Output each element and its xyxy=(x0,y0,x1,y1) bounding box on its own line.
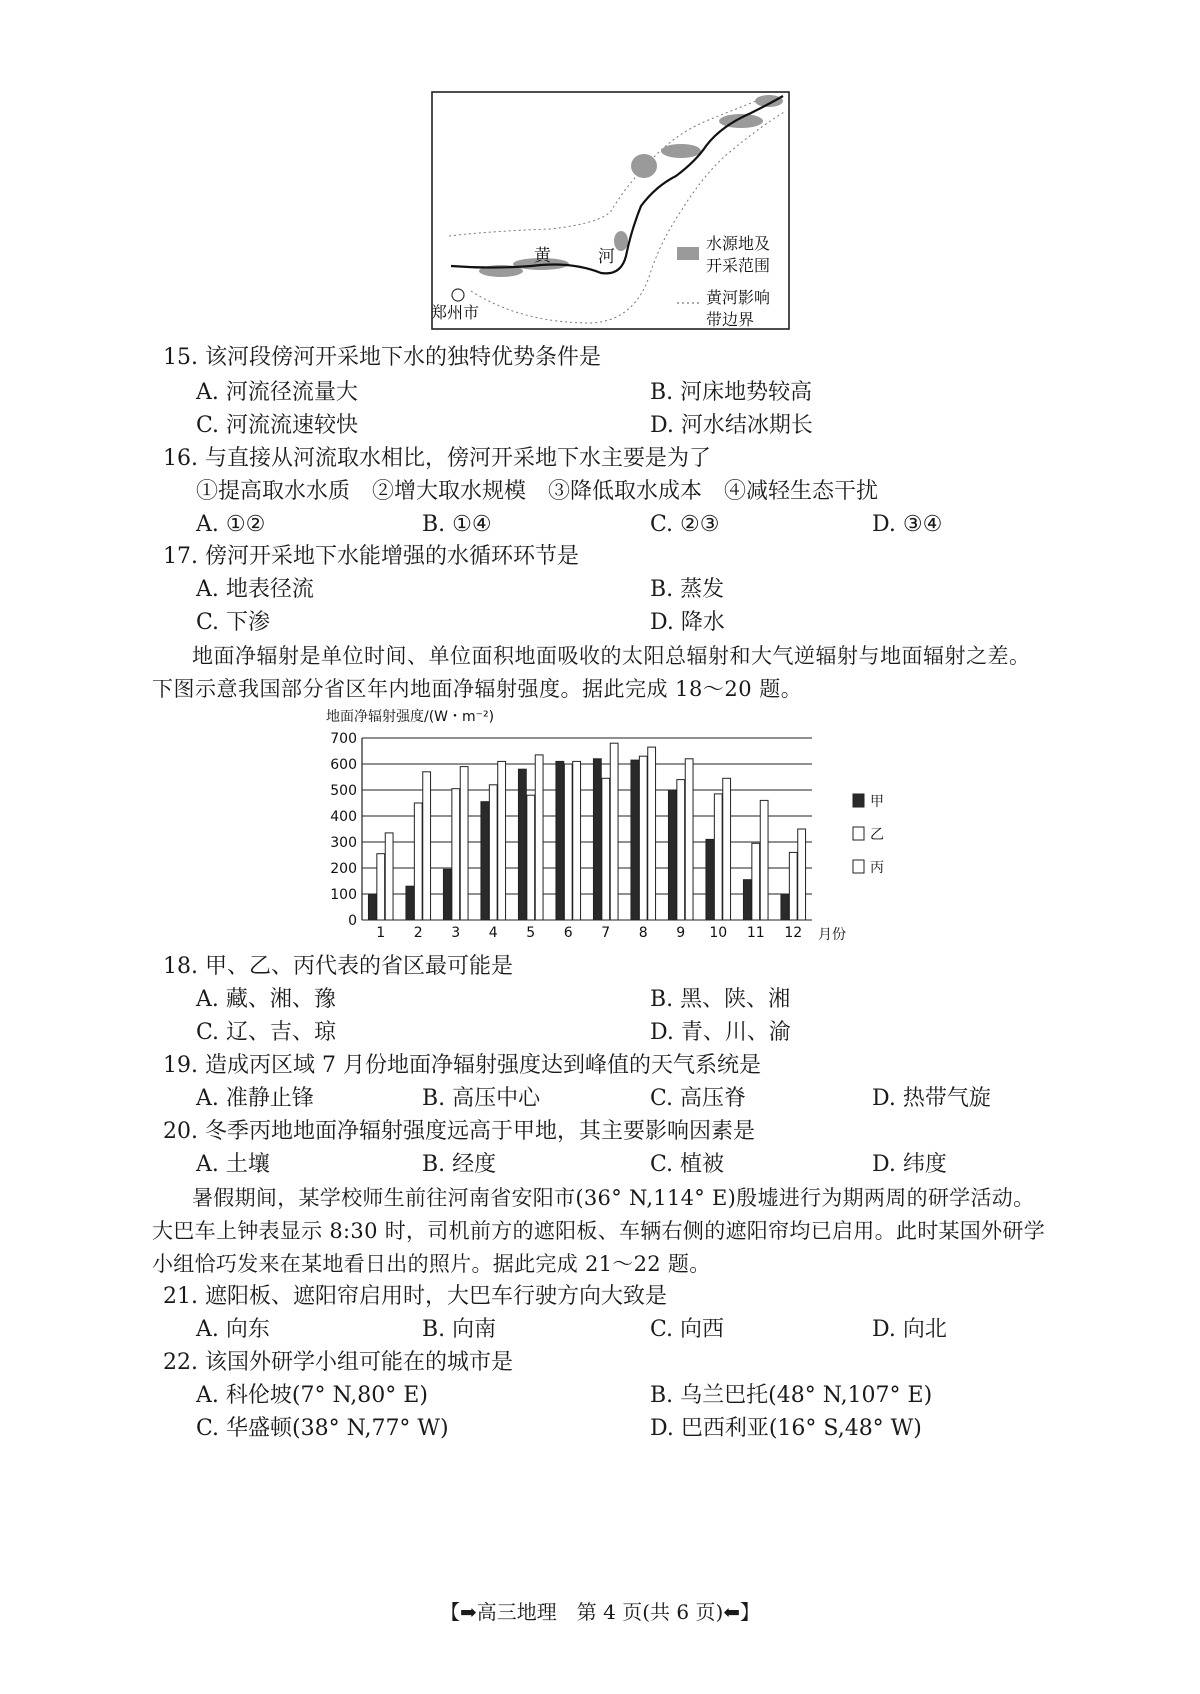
question-17-stem: 17. 傍河开采地下水能增强的水循环环节是 xyxy=(163,544,579,569)
legend-swatch xyxy=(853,860,864,873)
x-tick-label: 1 xyxy=(376,925,386,941)
legend-water-line1: 水源地及 xyxy=(706,234,771,253)
bar-丙-12 xyxy=(798,829,806,920)
bar-甲-9 xyxy=(668,790,676,920)
q15-option-b[interactable]: B. 河床地势较高 xyxy=(650,380,813,405)
bar-丙-4 xyxy=(498,761,506,920)
y-tick-label: 200 xyxy=(330,861,357,877)
q21-option-d[interactable]: D. 向北 xyxy=(872,1317,947,1342)
y-tick-label: 100 xyxy=(330,887,357,903)
q16-option-c[interactable]: C. ②③ xyxy=(650,512,720,537)
q17-option-a[interactable]: A. 地表径流 xyxy=(196,577,314,602)
y-tick-label: 0 xyxy=(348,913,357,929)
x-tick-label: 2 xyxy=(413,925,423,941)
y-tick-label: 700 xyxy=(330,731,357,747)
q21-option-a[interactable]: A. 向东 xyxy=(196,1317,270,1342)
legend-water-line2: 开采范围 xyxy=(706,256,771,275)
q22-option-c[interactable]: C. 华盛顿(38° N,77° W) xyxy=(196,1416,449,1441)
bar-乙-3 xyxy=(452,789,460,920)
q16-option-d[interactable]: D. ③④ xyxy=(872,512,943,537)
q20-option-c[interactable]: C. 植被 xyxy=(650,1152,725,1177)
q21-option-b[interactable]: B. 向南 xyxy=(422,1317,497,1342)
intro-21-22-line2: 大巴车上钟表显示 8:30 时，司机前方的遮阳板、车辆右侧的遮阳帘均已启用。此时某国外研学 xyxy=(152,1219,1046,1243)
bar-乙-4 xyxy=(489,785,497,920)
bar-丙-7 xyxy=(610,743,618,920)
x-tick-label: 12 xyxy=(784,925,803,941)
bar-丙-10 xyxy=(723,778,731,920)
water-source-area xyxy=(661,144,701,158)
bar-乙-6 xyxy=(564,764,572,920)
bar-丙-11 xyxy=(760,800,768,920)
q16-option-a[interactable]: A. ①② xyxy=(196,512,266,537)
bar-乙-12 xyxy=(789,852,797,920)
intro-21-22-line3: 小组恰巧发来在某地看日出的照片。据此完成 21～22 题。 xyxy=(152,1252,711,1276)
q20-option-d[interactable]: D. 纬度 xyxy=(872,1152,947,1177)
intro-18-20-line2: 下图示意我国部分省区年内地面净辐射强度。据此完成 18～20 题。 xyxy=(152,677,803,701)
q19-option-d[interactable]: D. 热带气旋 xyxy=(872,1086,991,1111)
x-axis-label: 月份 xyxy=(818,927,846,943)
legend-swatch xyxy=(853,827,864,840)
river-label-1: 黄 xyxy=(534,246,551,266)
bar-甲-7 xyxy=(593,759,601,920)
bar-丙-9 xyxy=(685,759,693,920)
q18-option-a[interactable]: A. 藏、湘、豫 xyxy=(196,987,336,1012)
question-20-stem: 20. 冬季丙地地面净辐射强度远高于甲地，其主要影响因素是 xyxy=(163,1119,755,1144)
x-tick-label: 4 xyxy=(488,925,498,941)
q22-option-a[interactable]: A. 科伦坡(7° N,80° E) xyxy=(196,1383,428,1408)
question-21-stem: 21. 遮阳板、遮阳帘启用时，大巴车行驶方向大致是 xyxy=(163,1284,667,1309)
bar-丙-1 xyxy=(385,833,393,920)
q19-option-a[interactable]: A. 准静止锋 xyxy=(196,1086,314,1111)
bar-甲-11 xyxy=(743,880,751,920)
city-label: 郑州市 xyxy=(431,303,480,322)
bar-乙-10 xyxy=(714,794,722,920)
q15-option-a[interactable]: A. 河流径流量大 xyxy=(196,380,358,405)
q18-option-c[interactable]: C. 辽、吉、琼 xyxy=(196,1020,337,1045)
water-source-area xyxy=(614,231,628,251)
bar-丙-8 xyxy=(648,747,656,920)
chart-bars xyxy=(368,743,805,920)
y-tick-label: 500 xyxy=(330,783,357,799)
y-tick-label: 300 xyxy=(330,835,357,851)
bar-甲-8 xyxy=(631,760,639,920)
zhengzhou-marker xyxy=(452,289,464,301)
bar-甲-4 xyxy=(481,802,489,920)
legend-label: 乙 xyxy=(870,827,884,843)
q19-option-b[interactable]: B. 高压中心 xyxy=(422,1086,541,1111)
bar-丙-5 xyxy=(535,755,543,920)
q16-option-b[interactable]: B. ①④ xyxy=(422,512,492,537)
net-radiation-chart xyxy=(320,705,900,950)
q22-option-d[interactable]: D. 巴西利亚(16° S,48° W) xyxy=(650,1416,922,1441)
q19-option-c[interactable]: C. 高压脊 xyxy=(650,1086,747,1111)
legend-swatch xyxy=(853,794,864,807)
bar-甲-12 xyxy=(781,894,789,920)
bar-甲-3 xyxy=(443,869,451,920)
x-tick-label: 9 xyxy=(676,925,686,941)
x-tick-label: 3 xyxy=(451,925,461,941)
chart-legend xyxy=(853,794,884,876)
y-tick-label: 600 xyxy=(330,757,357,773)
x-tick-label: 10 xyxy=(709,925,728,941)
q18-option-b[interactable]: B. 黑、陕、湘 xyxy=(650,987,791,1012)
bar-乙-8 xyxy=(639,756,647,920)
question-16-stem: 16. 与直接从河流取水相比，傍河开采地下水主要是为了 xyxy=(163,446,711,471)
x-tick-label: 8 xyxy=(638,925,648,941)
page-footer: 【➡高三地理 第 4 页(共 6 页)⬅】 xyxy=(440,1600,760,1624)
bar-乙-1 xyxy=(377,854,385,920)
question-22-stem: 22. 该国外研学小组可能在的城市是 xyxy=(163,1350,513,1375)
q21-option-c[interactable]: C. 向西 xyxy=(650,1317,725,1342)
x-tick-label: 7 xyxy=(601,925,611,941)
bar-丙-3 xyxy=(460,767,468,920)
q17-option-d[interactable]: D. 降水 xyxy=(650,610,725,635)
bar-甲-2 xyxy=(406,886,414,920)
water-source-area xyxy=(755,95,783,107)
question-15-stem: 15. 该河段傍河开采地下水的独特优势条件是 xyxy=(163,345,601,370)
bar-丙-2 xyxy=(423,772,431,920)
y-tick-label: 400 xyxy=(330,809,357,825)
x-tick-label: 11 xyxy=(746,925,765,941)
q18-option-d[interactable]: D. 青、川、渝 xyxy=(650,1020,791,1045)
q17-option-b[interactable]: B. 蒸发 xyxy=(650,577,725,602)
bar-乙-11 xyxy=(752,843,760,920)
chart-svg xyxy=(320,705,900,950)
legend-boundary-line2: 带边界 xyxy=(706,310,755,329)
bar-丙-6 xyxy=(573,761,581,920)
bar-甲-1 xyxy=(368,894,376,920)
bar-乙-7 xyxy=(602,778,610,920)
question-18-stem: 18. 甲、乙、丙代表的省区最可能是 xyxy=(163,954,513,979)
x-tick-label: 5 xyxy=(526,925,536,941)
q20-option-b[interactable]: B. 经度 xyxy=(422,1152,497,1177)
chart-ylabel: 地面净辐射强度/(W・m⁻²) xyxy=(326,709,495,725)
q17-option-c[interactable]: C. 下渗 xyxy=(196,610,271,635)
legend-boundary-line1: 黄河影响 xyxy=(706,288,771,307)
bar-乙-2 xyxy=(414,803,422,920)
legend-label: 丙 xyxy=(870,860,884,876)
q20-option-a[interactable]: A. 土壤 xyxy=(196,1152,270,1177)
bar-甲-10 xyxy=(706,839,714,920)
q22-option-b[interactable]: B. 乌兰巴托(48° N,107° E) xyxy=(650,1383,933,1408)
water-source-area xyxy=(631,154,657,178)
x-tick-label: 6 xyxy=(563,925,573,941)
q15-option-c[interactable]: C. 河流流速较快 xyxy=(196,413,359,438)
river-label-2: 河 xyxy=(598,247,615,267)
bar-甲-6 xyxy=(556,761,564,920)
bar-乙-5 xyxy=(527,795,535,920)
river-map xyxy=(431,91,791,331)
question-19-stem: 19. 造成丙区域 7 月份地面净辐射强度达到峰值的天气系统是 xyxy=(163,1053,761,1078)
legend-label: 甲 xyxy=(870,794,884,810)
legend-swatch-water xyxy=(677,247,699,260)
q15-option-d[interactable]: D. 河水结冰期长 xyxy=(650,413,813,438)
q16-statements: ①提高取水水质 ②增大取水规模 ③降低取水成本 ④减轻生态干扰 xyxy=(196,479,879,504)
river-map-figure xyxy=(431,91,791,331)
bar-乙-9 xyxy=(677,780,685,920)
bar-甲-5 xyxy=(518,769,526,920)
intro-21-22-line1: 暑假期间，某学校师生前往河南省安阳市(36° N,114° E)殷墟进行为期两周的研学活动。 xyxy=(192,1186,1035,1210)
intro-18-20-line1: 地面净辐射是单位时间、单位面积地面吸收的太阳总辐射和大气逆辐射与地面辐射之差。 xyxy=(192,644,1031,668)
